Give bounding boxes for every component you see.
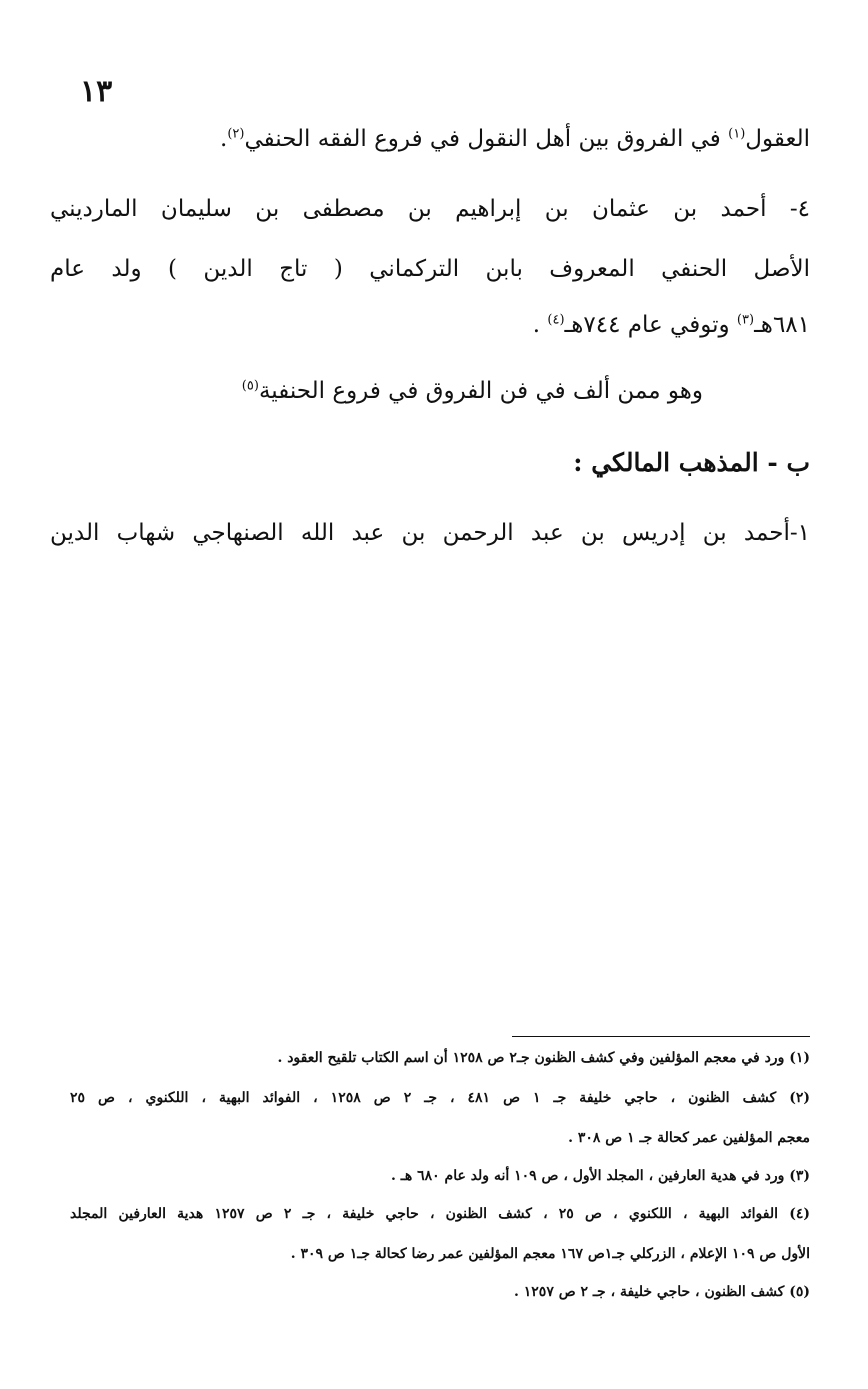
text-segment: ٦٨١هـ	[754, 312, 810, 338]
section-heading: ب - المذهب المالكي :	[573, 448, 810, 477]
text-segment: .	[532, 312, 548, 338]
footnote-5: (٥) كشف الظنون ، حاجي خليفة ، جـ ٢ ص ١٢٥٧ .	[514, 1284, 810, 1300]
text-segment: .	[220, 126, 228, 152]
body-line-1	[50, 126, 810, 152]
text-segment: في الفروق بين أهل النقول في فروع الفقه الحنفي	[244, 126, 729, 152]
footnote-4: (٤) الفوائد البهية ، اللكنوي ، ص ٢٥ ، كشف الظنون ، حاجي خليفة ، جـ ٢ ص ١٢٥٧ هدية العارفين المجلد	[70, 1206, 810, 1222]
text-segment: وهو ممن ألف في فن الفروق في فروع الحنفية	[258, 378, 703, 404]
footnote-ref-2: (٢)	[227, 126, 245, 142]
footnote-1: (١) ورد في معجم المؤلفين وفي كشف الظنون جـ٢ ص ١٢٥٨ أن اسم الكتاب تلقيح العقود .	[277, 1050, 810, 1066]
footnote-2: (٢) كشف الظنون ، حاجي خليفة جـ ١ ص ٤٨١ ، جـ ٢ ص ١٢٥٨ ، الفوائد البهية ، اللكنوي ، ص ٢٥	[70, 1090, 810, 1106]
item-4-line-2: الأصل الحنفي المعروف بابن التركماني ( تاج الدين ) ولد عام	[50, 256, 810, 282]
page-number: ١٣	[80, 74, 113, 109]
footnote-ref-1: (١)	[728, 126, 746, 142]
item-1-line-1: ١-أحمد بن إدريس بن عبد الرحمن بن عبد الله الصنهاجي شهاب الدين	[50, 520, 810, 546]
item-4-line-3	[50, 312, 810, 338]
footnote-divider	[512, 1036, 810, 1037]
footnote-ref-3: (٣)	[736, 312, 755, 328]
footnote-ref-4: (٤)	[547, 312, 565, 328]
footnote-4-continued: الأول ص ١٠٩ الإعلام ، الزركلي جـ١ص ١٦٧ معجم المؤلفين عمر رضا كحالة جـ١ ص ٣٠٩ .	[290, 1246, 810, 1262]
item-4-line-1: ٤- أحمد بن عثمان بن إبراهيم بن مصطفى بن سليمان المارديني	[50, 196, 810, 222]
footnote-3: (٣) ورد في هدية العارفين ، المجلد الأول ، ص ١٠٩ أنه ولد عام ٦٨٠ هـ .	[390, 1168, 810, 1184]
footnote-ref-5: (٥)	[241, 378, 259, 394]
body-line-5	[63, 378, 703, 404]
text-segment: وتوفي عام ٧٤٤هـ	[564, 312, 737, 338]
text-segment: العقول	[745, 126, 810, 152]
footnote-2-continued: معجم المؤلفين عمر كحالة جـ ١ ص ٣٠٨ .	[568, 1130, 810, 1146]
